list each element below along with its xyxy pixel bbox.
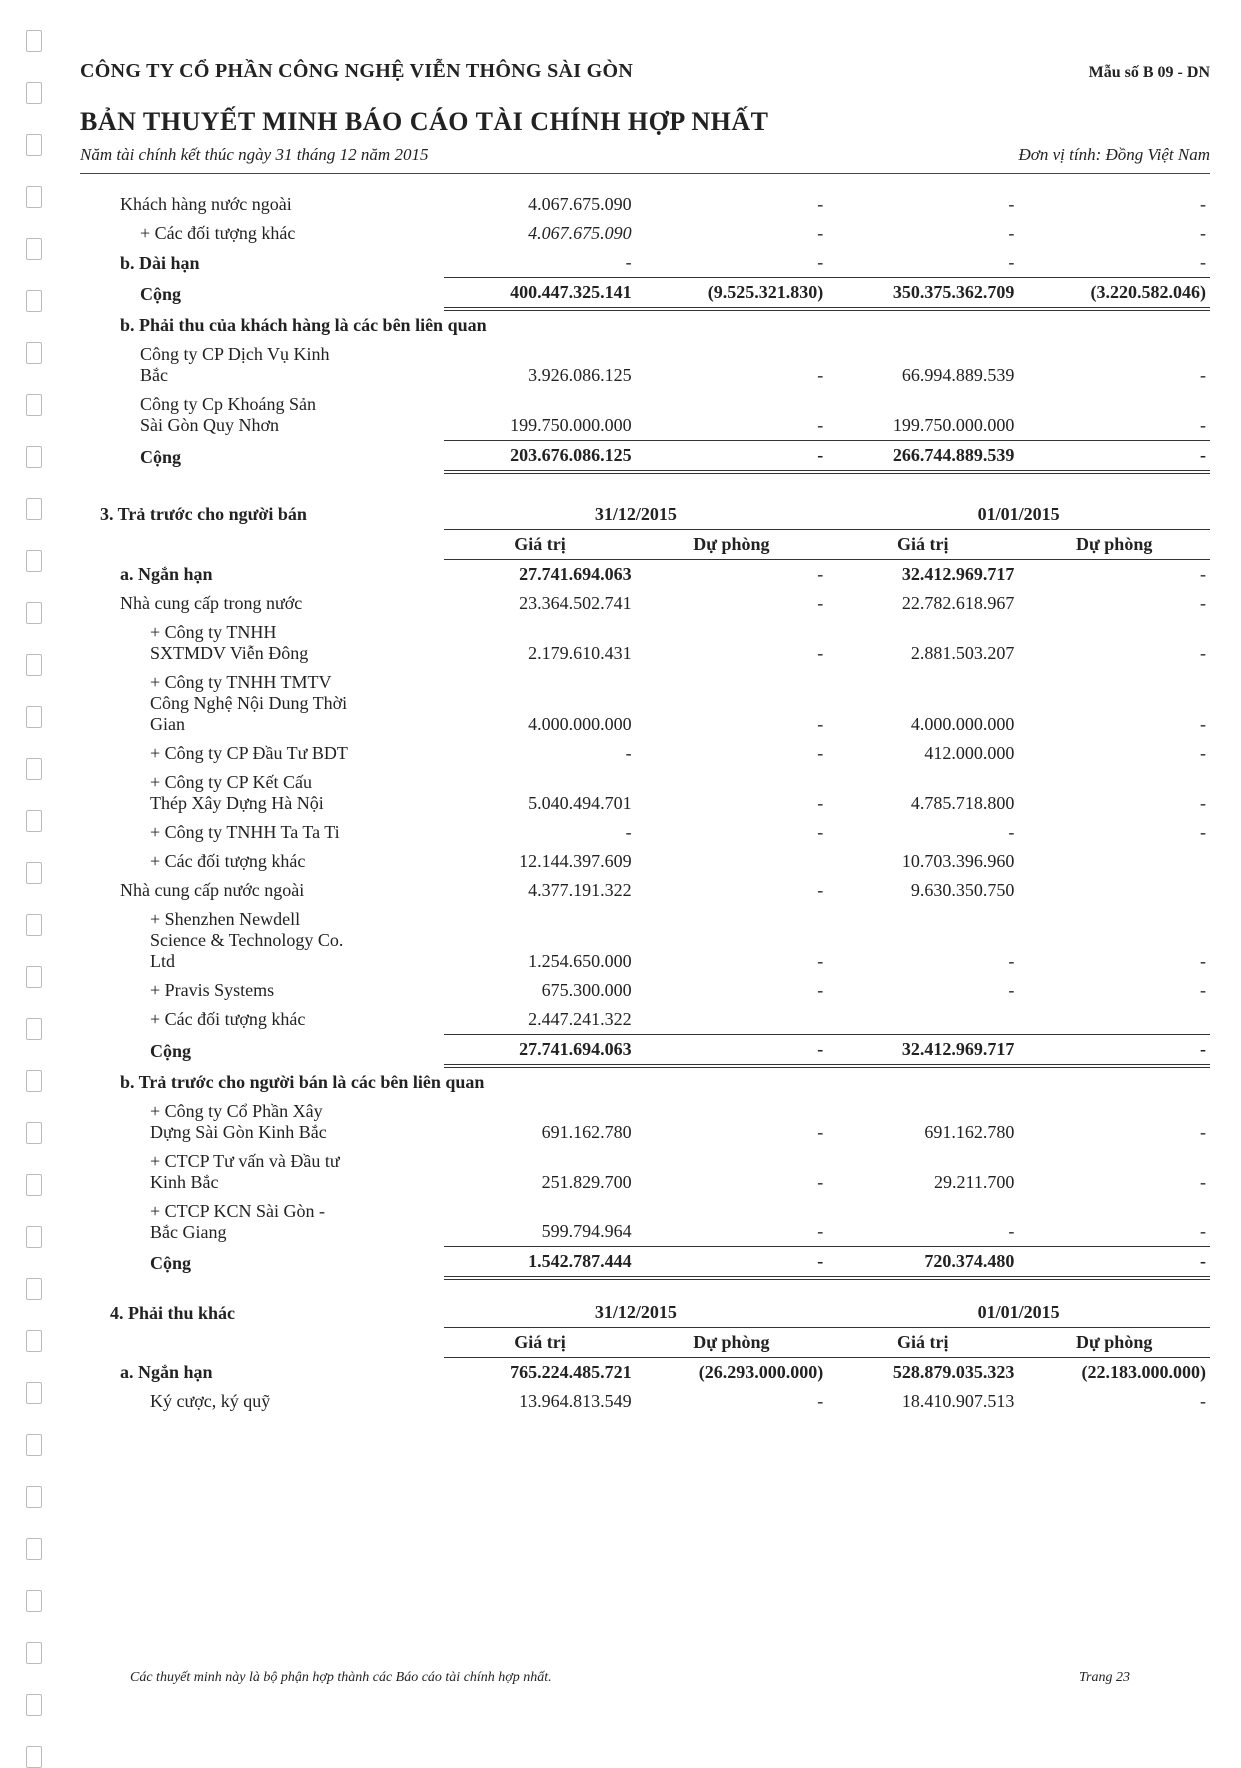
table-row: Nhà cung cấp trong nước 23.364.502.741 - 22.782.618.967 -: [120, 592, 1206, 613]
table-row: Khách hàng nước ngoài 4.067.675.090 - - -: [120, 194, 1206, 214]
page-footer: [130, 1670, 1130, 1686]
table-row: Công ty CP Dịch Vụ Kinh Bắc 3.926.086.125 - 66.994.889.539 -: [140, 344, 1206, 385]
financial-table: [80, 174, 1210, 1416]
section-heading: b. Trả trước cho người bán là các bên liên quan: [120, 1071, 485, 1092]
table-row: Công ty Cp Khoáng Sản Sài Gòn Quy Nhơn 199.750.000.000 - 199.750.000.000 -: [80, 390, 1210, 440]
table-row: a. Ngắn hạn 27.741.694.063 - 32.412.969.717 -: [120, 563, 1206, 584]
company-name: CÔNG TY CỔ PHẦN CÔNG NGHỆ VIỄN THÔNG SÀI GÒN: [80, 60, 634, 82]
binder-holes: [22, 30, 48, 1730]
table-row: + Pravis Systems 675.300.000 - - -: [150, 979, 1206, 1000]
period-row: [80, 145, 1210, 174]
table-row: + Shenzhen Newdell Science & Technology Co. Ltd 1.254.650.000 - - -: [150, 908, 1206, 971]
total-row: Cộng 400.447.325.141 (9.525.321.830) 350.375.362.709 (3.220.582.046): [80, 278, 1210, 310]
table-row: + Công ty TNHH Ta Ta Ti - - - -: [150, 821, 1206, 842]
page-number: Trang 23: [1079, 1670, 1130, 1685]
total-row: Cộng 203.676.086.125 - 266.744.889.539 -: [80, 440, 1210, 472]
table-row: + Công ty CP Đầu Tư BDT - - 412.000.000 -: [150, 742, 1206, 763]
column-header-row: Giá trị Dự phòng Giá trị Dự phòng: [80, 529, 1210, 559]
fiscal-period: Năm tài chính kết thúc ngày 31 tháng 12 năm 2015: [80, 145, 429, 164]
table-row: + Công ty TNHH TMTV Công Nghệ Nội Dung Thời Gian 4.000.000.000 - 4.000.000.000 -: [150, 671, 1206, 734]
period-header-row: 4. Phải thu khác 31/12/2015 01/01/2015: [80, 1298, 1210, 1328]
section-heading: b. Phải thu của khách hàng là các bên liên quan: [120, 315, 487, 335]
section-title: 3. Trả trước cho người bán: [100, 504, 307, 524]
table-row: + CTCP KCN Sài Gòn - Bắc Giang 599.794.964 - - -: [80, 1197, 1210, 1247]
table-row: + Các đối tượng khác 12.144.397.609 10.703.396.960: [150, 850, 1015, 871]
footer-note: Các thuyết minh này là bộ phận hợp thành các Báo cáo tài chính hợp nhất.: [130, 1670, 552, 1685]
table-row: b. Dài hạn - - - -: [80, 248, 1210, 278]
period-header-row: 3. Trả trước cho người bán 31/12/2015 01/01/2015: [80, 500, 1210, 530]
total-row: Cộng 1.542.787.444 - 720.374.480 -: [80, 1247, 1210, 1279]
table-row: + Các đối tượng khác 4.067.675.090 - - -: [140, 223, 1206, 243]
page-header: [80, 60, 1210, 83]
total-row: Cộng 27.741.694.063 - 32.412.969.717 -: [80, 1034, 1210, 1066]
table-row: + Công ty TNHH SXTMDV Viễn Đông 2.179.610.431 - 2.881.503.207 -: [150, 621, 1206, 663]
form-number: Mẫu số B 09 - DN: [1088, 64, 1210, 81]
table-row: + Công ty Cổ Phần Xây Dựng Sài Gòn Kinh Bắc 691.162.780 - 691.162.780 -: [150, 1100, 1206, 1142]
currency-unit: Đơn vị tính: Đồng Việt Nam: [1018, 145, 1210, 164]
section-title: 4. Phải thu khác: [110, 1302, 236, 1323]
table-row: Nhà cung cấp nước ngoài 4.377.191.322 - 9.630.350.750: [120, 879, 1015, 900]
table-row: + Các đối tượng khác 2.447.241.322: [80, 1005, 1210, 1035]
table-row: + Công ty CP Kết Cấu Thép Xây Dựng Hà Nội 5.040.494.701 - 4.785.718.800 -: [150, 771, 1206, 813]
table-row: a. Ngắn hạn 765.224.485.721 (26.293.000.000) 528.879.035.323 (22.183.000.000): [120, 1362, 1206, 1382]
page: [80, 60, 1210, 1416]
table-row: + CTCP Tư vấn và Đầu tư Kinh Bắc 251.829.700 - 29.211.700 -: [150, 1150, 1206, 1192]
document-title: BẢN THUYẾT MINH BÁO CÁO TÀI CHÍNH HỢP NHẤT: [80, 107, 769, 136]
column-header-row: Giá trị Dự phòng Giá trị Dự phòng: [80, 1328, 1210, 1358]
table-row: Ký cược, ký quỹ 13.964.813.549 - 18.410.907.513 -: [150, 1391, 1206, 1411]
